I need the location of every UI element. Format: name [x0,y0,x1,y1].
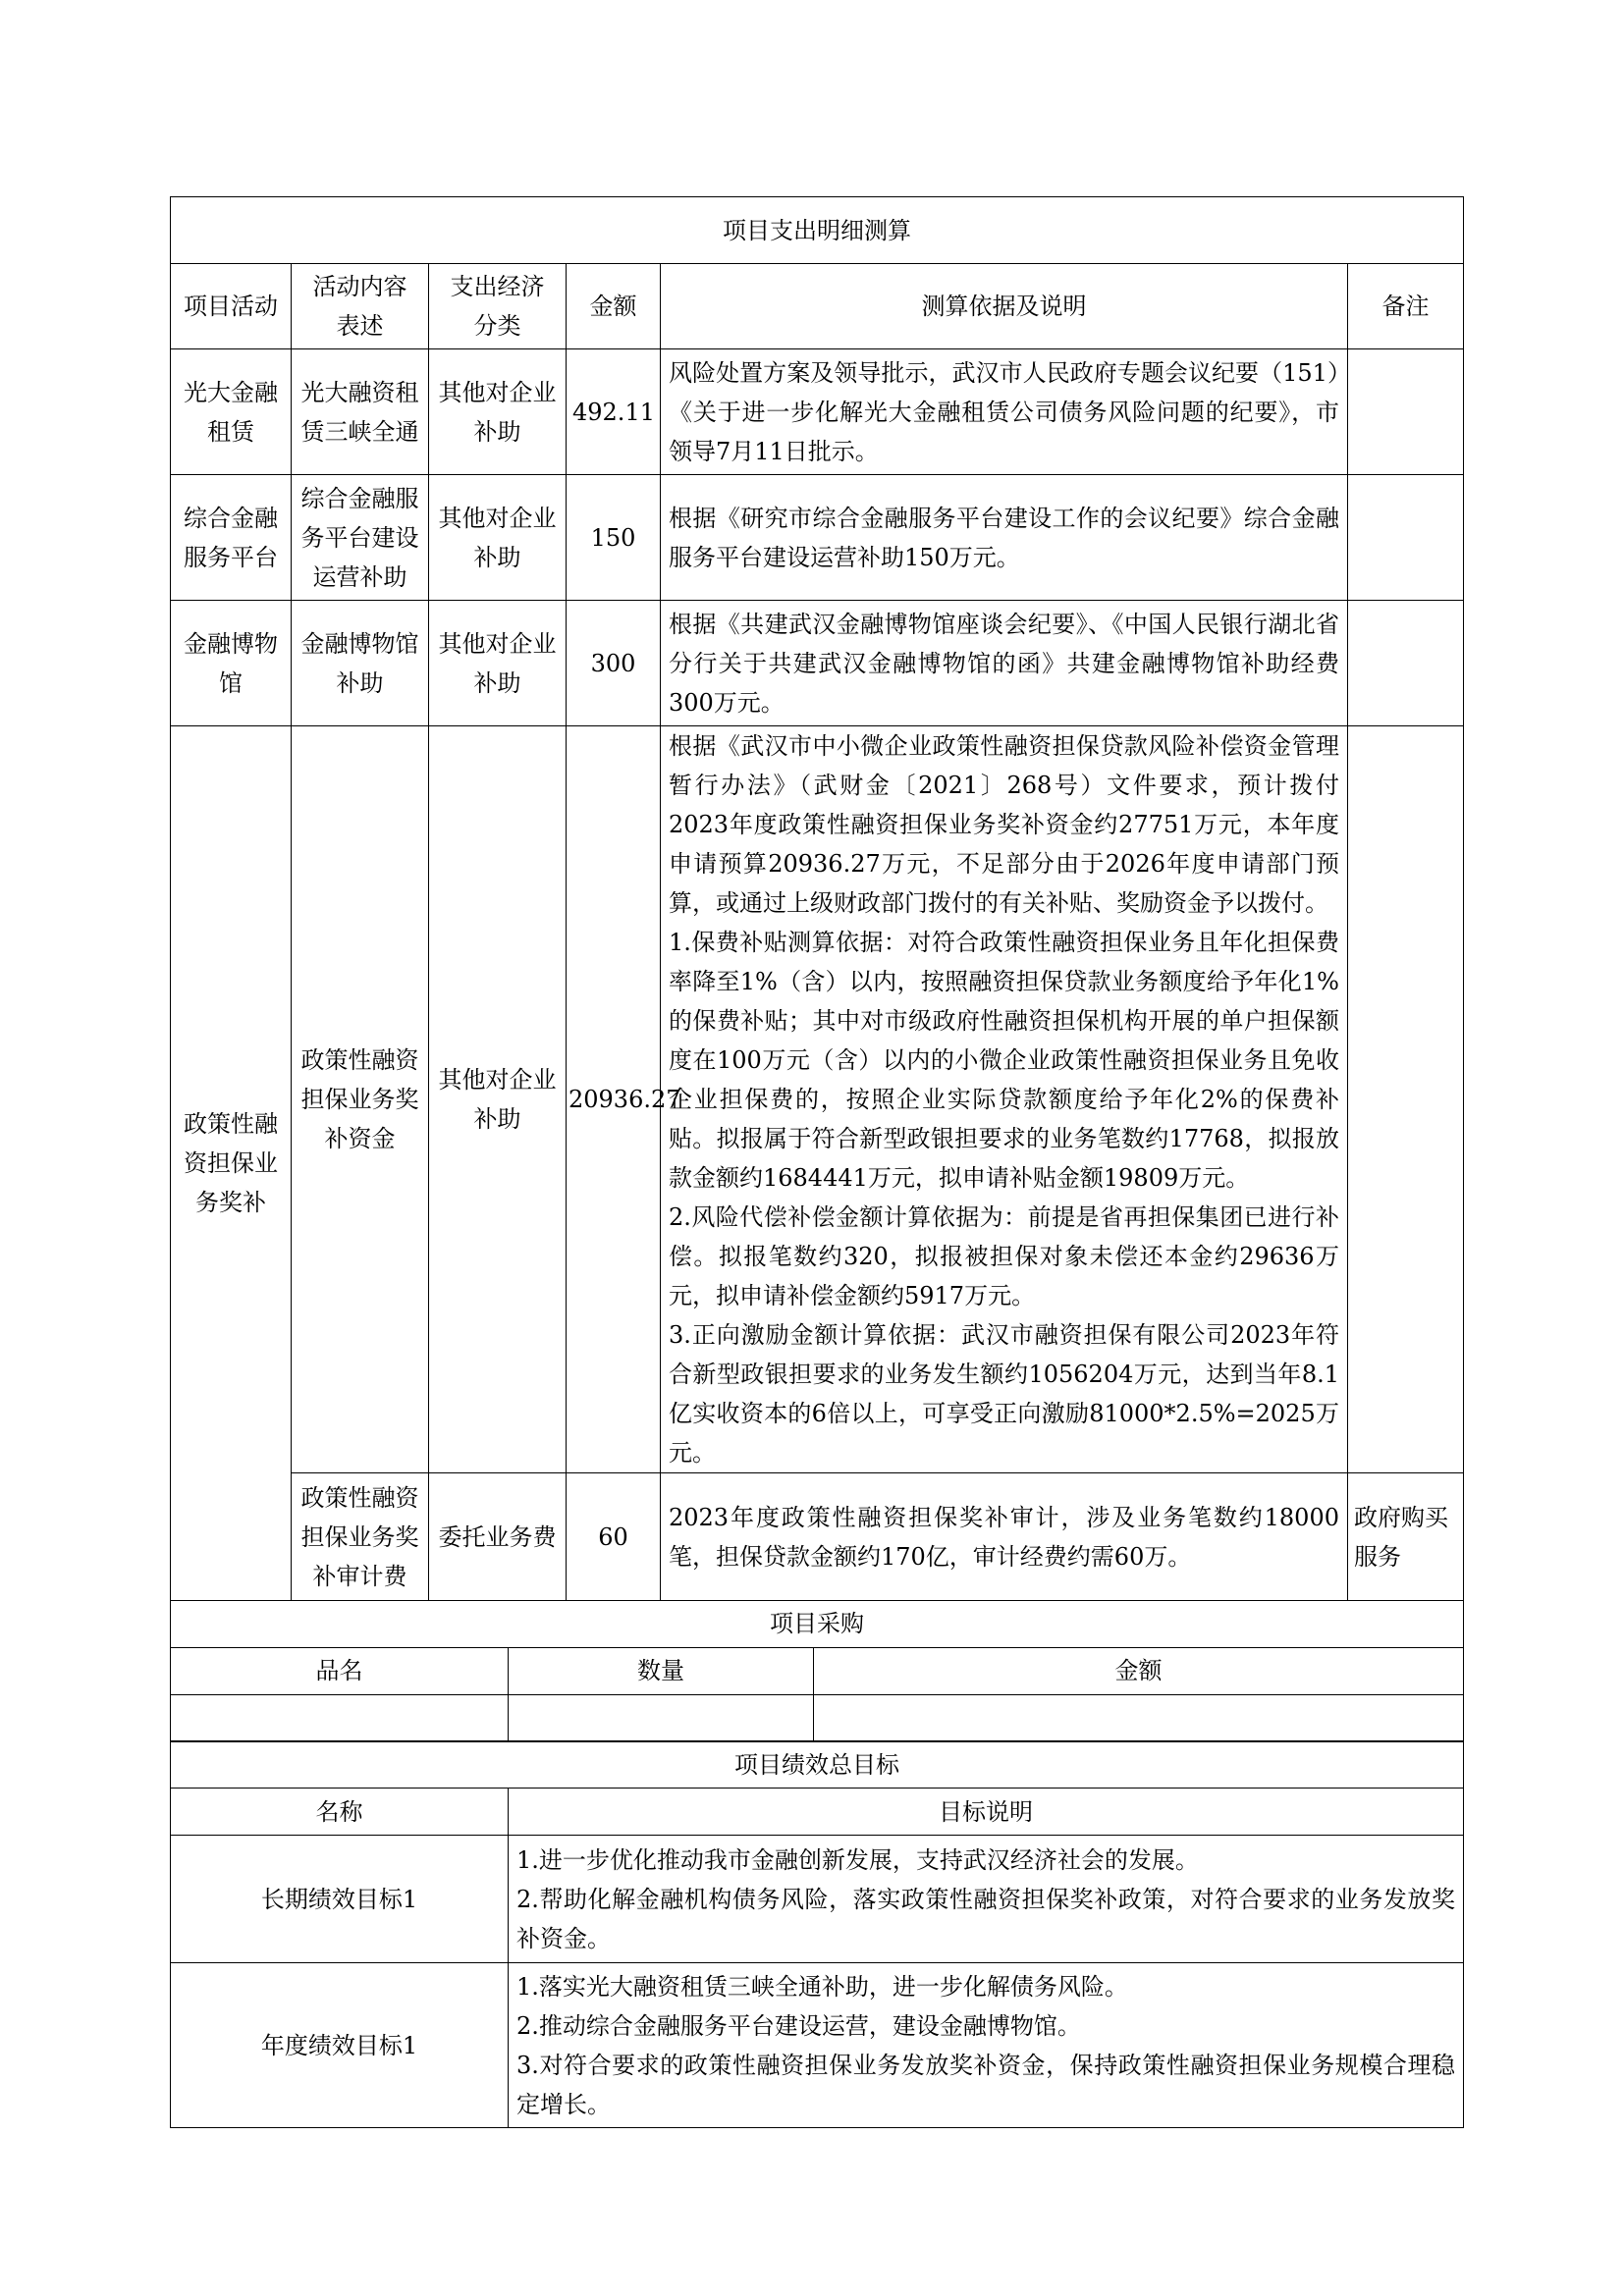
basis-paragraph: 2023年度政策性融资担保奖补审计，涉及业务笔数约18000笔，担保贷款金额约170亿，审计经费约需60万。 [669,1503,1339,1571]
row-remark [1348,475,1464,601]
row-content: 金融博物馆 补助 [292,601,429,726]
header-remark: 备注 [1348,264,1464,349]
row-activity: 金融博物 馆 [171,601,292,726]
header-amount: 金额 [567,264,661,349]
goal-item: 3.对符合要求的政策性融资担保业务发放奖补资金，保持政策性融资担保业务规模合理稳定增长。 [516,2051,1455,2118]
table-row [171,1473,1464,1601]
performance-header-name: 名称 [171,1789,509,1836]
table-row [171,726,1464,1473]
goal-name: 长期绩效目标1 [171,1836,509,1963]
procurement-title: 项目采购 [171,1600,1464,1647]
row-activity: 光大金融 租赁 [171,349,292,475]
basis-paragraph: 风险处置方案及领导批示，武汉市人民政府专题会议纪要（151）《关于进一步化解光大金融租赁公司债务风险问题的纪要》，市领导7月11日批示。 [669,358,1339,465]
row-amount: 20936.27 [567,726,661,1473]
table-row [171,601,1464,726]
basis-paragraph: 根据《研究市综合金融服务平台建设工作的会议纪要》综合金融服务平台建设运营补助150万元。 [669,504,1339,571]
basis-paragraph: 根据《共建武汉金融博物馆座谈会纪要》、《中国人民银行湖北省分行关于共建武汉金融博物馆的函》共建金融博物馆补助经费300万元。 [669,610,1339,717]
budget-page [170,196,1463,2128]
procurement-table [170,1600,1464,1742]
basis-paragraph: 根据《武汉市中小微企业政策性融资担保贷款风险补偿资金管理暂行办法》（武财金〔2021〕268号）文件要求，预计拨付2023年度政策性融资担保业务奖补资金约27751万元，本年度申请预算20936.27万元，不足部分由于2026年度申请部门预算，或通过上级财政部门拨付的有关补贴、奖励资金予以拨付。 [669,732,1339,917]
row-category: 其他对企业 补助 [429,349,567,475]
row-basis [661,475,1348,601]
goal-description [509,1836,1464,1963]
procurement-cell-quantity [509,1694,814,1741]
header-category: 支出经济 分类 [429,264,567,349]
row-amount: 492.11 [567,349,661,475]
basis-paragraph: 3.正向激励金额计算依据：武汉市融资担保有限公司2023年符合新型政银担要求的业务发生额约1056204万元，达到当年8.1亿实收资本的6倍以上，可享受正向激励81000*2.5%=2025万元。 [669,1321,1339,1467]
goal-name: 年度绩效目标1 [171,1963,509,2128]
row-category: 其他对企业 补助 [429,601,567,726]
expense-table-title: 项目支出明细测算 [171,197,1464,264]
row-category: 其他对企业 补助 [429,726,567,1473]
goal-item: 2.帮助化解金融机构债务风险，落实政策性融资担保奖补政策，对符合要求的业务发放奖补资金。 [516,1885,1455,1952]
row-content: 政策性融资 担保业务奖 补审计费 [292,1473,429,1601]
table-row [171,1836,1464,1963]
header-activity: 项目活动 [171,264,292,349]
table-row [171,1694,1464,1741]
basis-paragraph: 2.风险代偿补偿金额计算依据为：前提是省再担保集团已进行补偿。拟报笔数约320，拟报被担保对象未偿还本金约29636万元，拟申请补偿金额约5917万元。 [669,1203,1339,1309]
row-content: 光大融资租 赁三峡全通 [292,349,429,475]
performance-header-desc: 目标说明 [509,1789,1464,1836]
row-basis [661,1473,1348,1601]
row-activity: 政策性融 资担保业 务奖补 [171,726,292,1601]
goal-description [509,1963,1464,2128]
performance-table [170,1740,1464,2128]
row-remark: 政府购买 服务 [1348,1473,1464,1601]
row-basis [661,726,1348,1473]
row-amount: 150 [567,475,661,601]
row-content: 政策性融资 担保业务奖 补资金 [292,726,429,1473]
procurement-header-amount: 金额 [814,1647,1464,1694]
row-remark [1348,601,1464,726]
expense-detail-table [170,196,1464,1601]
procurement-cell-amount [814,1694,1464,1741]
procurement-header-quantity: 数量 [509,1647,814,1694]
row-remark [1348,349,1464,475]
row-basis [661,349,1348,475]
row-amount: 60 [567,1473,661,1601]
goal-item: 2.推动综合金融服务平台建设运营，建设金融博物馆。 [516,2011,1081,2040]
procurement-header-name: 品名 [171,1647,509,1694]
table-row [171,475,1464,601]
basis-paragraph: 1.保费补贴测算依据：对符合政策性融资担保业务且年化担保费率降至1%（含）以内，按照融资担保贷款业务额度给予年化1%的保费补贴；其中对市级政府性融资担保机构开展的单户担保额度在100万元（含）以内的小微企业政策性融资担保业务且免收企业担保费的，按照企业实际贷款额度给予年化2%的保费补贴。拟报属于符合新型政银担要求的业务笔数约17768，拟报放款金额约1684441万元，拟申请补贴金额19809万元。 [669,929,1339,1192]
row-category: 其他对企业 补助 [429,475,567,601]
header-content: 活动内容 表述 [292,264,429,349]
row-remark [1348,726,1464,1473]
row-basis [661,601,1348,726]
row-amount: 300 [567,601,661,726]
goal-item: 1.进一步优化推动我市金融创新发展，支持武汉经济社会的发展。 [516,1845,1199,1874]
row-activity: 综合金融 服务平台 [171,475,292,601]
performance-title: 项目绩效总目标 [171,1741,1464,1789]
goal-item: 1.落实光大融资租赁三峡全通补助，进一步化解债务风险。 [516,1972,1128,2001]
header-basis: 测算依据及说明 [661,264,1348,349]
row-content: 综合金融服 务平台建设 运营补助 [292,475,429,601]
table-row [171,349,1464,475]
procurement-cell-name [171,1694,509,1741]
row-category: 委托业务费 [429,1473,567,1601]
table-row [171,1963,1464,2128]
